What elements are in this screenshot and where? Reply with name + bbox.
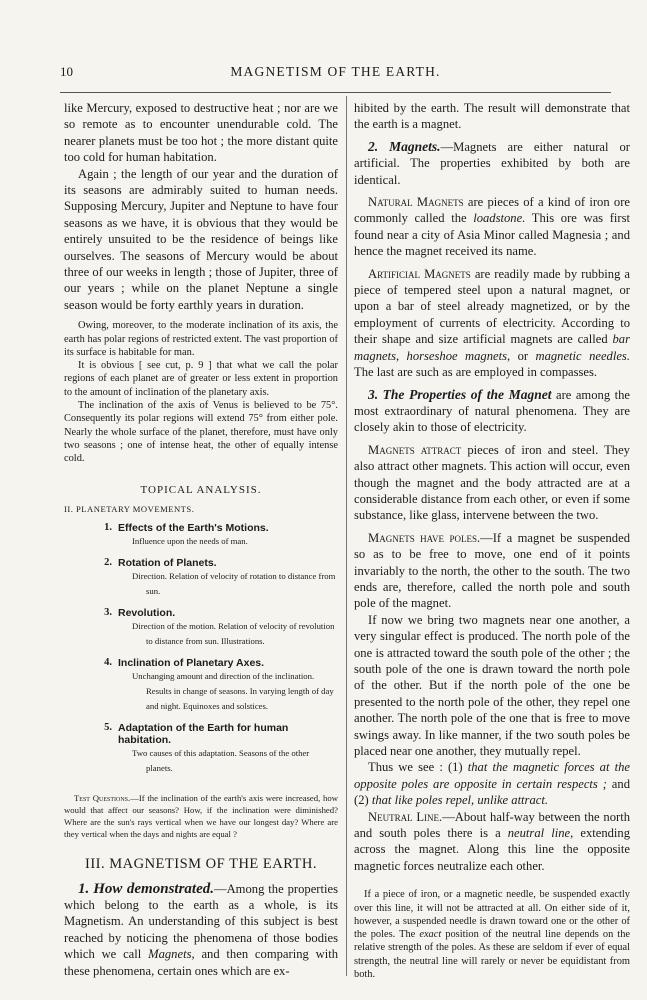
- topic-item: [64, 607, 338, 649]
- topic-heading: Inclination of Planetary Axes.: [118, 656, 265, 669]
- term-label: Magnets have poles.: [368, 530, 481, 545]
- page-number: 10: [60, 64, 73, 79]
- paragraph-text: If a piece of iron, or a magnetic needle, be suspended exactly over this line, it will not be attracted at all. On either side of it, however, a suspended needle is drawn toward one or the other of the poles. The: [354, 889, 630, 941]
- paragraph-text: pieces of iron and steel. They also attract other magnets. This action will occur, even though the magnet and the body attracted are at a considerable distance from each other, or even if some substance, like glass, intervene between the two.: [354, 442, 630, 523]
- paragraph: [354, 194, 630, 260]
- term-label: Neutral Line.: [368, 809, 443, 824]
- paragraph: Again ; the length of our year and the duration of its seasons are admirably suited to human needs. Supposing Mercury, Jupiter and Neptune to have four seasons as we have, it is obvious that they would be entirely unsuited to be the residence of beings like ourselves. The seasons of Mercury would be about three of our weeks in length ; those of Jupiter, three of our years ; while on the planet Neptune a single season would be forty earthly years in duration.: [64, 166, 338, 312]
- analysis-subtitle: II. PLANETARY MOVEMENTS.: [64, 503, 195, 514]
- topic-heading: Effects of the Earth's Motions.: [118, 521, 269, 534]
- analysis-title: TOPICAL ANALYSIS.: [140, 483, 262, 496]
- test-questions: [64, 792, 338, 840]
- paragraph: [354, 266, 630, 381]
- paragraph-text: position of the neutral line depends on the relative strength of the poles. As these are seldom if ever of equal strength, the neutral line will rarely or never be equidistant from both.: [354, 929, 630, 981]
- paragraph-text: and (2): [354, 776, 630, 808]
- term-label: Natural Magnets: [368, 195, 464, 210]
- section-heading: III. MAGNETISM OF THE EARTH.: [85, 855, 317, 872]
- emphasis: that the magnetic forces at the opposite poles are opposite in certain respects ;: [354, 760, 630, 791]
- paragraph-text: and then comparing with these phenomena, certain ones which are ex-: [64, 947, 338, 978]
- paragraph-text: —If a magnet be suspended so as to be free to move, one end of it points invariably to the north, the other to the south. The two ends are, therefore, called the north pole and south pole of the magnet.: [354, 530, 630, 611]
- small-paragraph: The inclination of the axis of Venus is believed to be 75°. Consequently its polar regions will extend 75° from either pole. Nearly the whole surface of the planet, therefore, must have only two seasons ; one of intense heat, the other of equally intense cold.: [64, 400, 338, 465]
- paragraph-text: or: [510, 348, 536, 363]
- emphasis: that like poles repel, unlike attract.: [371, 793, 548, 808]
- emphasis: loadstone.: [473, 211, 526, 226]
- paragraph: [354, 759, 630, 808]
- paragraph: like Mercury, exposed to destructive heat ; nor are we so remote as to encounter unendurable cold. The nearer planets must be too hot ; the more distant quite too cold for human habitation.: [64, 101, 338, 165]
- topic-number: 3.: [104, 606, 112, 618]
- topic-item: [64, 557, 338, 599]
- emphasis: magnetic needles.: [535, 348, 630, 363]
- small-paragraph: [354, 888, 630, 981]
- paragraph-text: —Among the properties which belong to the earth as a whole, is its Magnetism. An understanding of this subject is best reached by noticing the phenomena of those bodies which we call: [64, 881, 338, 962]
- emphasis: Magnets,: [148, 947, 195, 962]
- header-rule: [60, 92, 611, 93]
- paragraph-text: are pieces of a kind of iron ore commonly called the: [354, 195, 630, 226]
- paragraph-text: are among the most extraordinary of natural phenomena. They are closely akin to those of electricity.: [354, 387, 630, 435]
- subsection-number: 1.: [78, 880, 90, 897]
- paragraph: [354, 809, 630, 875]
- topic-item: [64, 657, 338, 714]
- emphasis: exact: [419, 929, 442, 941]
- paragraph-text: —Magnets are either natural or artificial. The properties exhibited by both are identical.: [354, 139, 630, 187]
- paragraph: [64, 881, 338, 979]
- paragraph-text: This ore was first found near a city of Asia Minor called Magnesia ; and hence the magnet received its name.: [354, 211, 630, 259]
- topic-number: 5.: [104, 721, 112, 733]
- emphasis: neutral line,: [507, 826, 574, 841]
- paragraph-text: —About half-way between the north and south poles there is a: [354, 809, 630, 841]
- topic-heading: Rotation of Planets.: [118, 556, 217, 569]
- topic-number: 2.: [104, 556, 112, 568]
- paragraph-text: Thus we see : (1): [368, 760, 468, 775]
- subsection-title: The Properties of the Magnet: [382, 386, 552, 402]
- subsection-title: How demonstrated.: [93, 880, 214, 897]
- page-header: [60, 62, 611, 86]
- paragraph: If now we bring two magnets near one another, a very singular effect is produced. The north pole of the one is attracted toward the south pole of the other ; the south pole of the one is drawn toward the north pole of the other. But if the north pole of the one be presented to the north pole of the other, they repel one another. The north pole of the one that is free to move swings away. In like manner, if the two south poles be placed near one another, they mutually repel.: [354, 612, 630, 759]
- topic-number: 1.: [104, 521, 112, 533]
- left-column: [64, 100, 338, 979]
- subsection-title: Magnets.: [389, 138, 441, 154]
- topic-list: [64, 522, 338, 776]
- paragraph: [354, 139, 630, 188]
- test-questions-text: —If the inclination of the earth's axis were increased, how would that affect our seasons? How, if the inclination were diminished? Where are the sun's rays vertical when we have our longest day? Where are they vertical when the days and nights are equal ?: [64, 792, 339, 839]
- paragraph-text: The last are such as are employed in compasses.: [354, 365, 598, 380]
- topic-description: Influence upon the needs of man.: [132, 535, 248, 546]
- paragraph-text: are readily made by rubbing a piece of tempered steel upon a natural magnet, or upon a bar of steel already magnetized, or by the employment of currents of electricity. According to their shape and size artificial magnets are called: [354, 266, 630, 347]
- paragraph: [354, 530, 630, 612]
- paragraph-text: extending across the magnet. Along this line the opposite magnetic forces neutralize each other.: [354, 826, 631, 873]
- small-paragraph: It is obvious [ see cut, p. 9 ] that what we call the polar regions of each planet are of greater or less extent in proportion to the amount of inclination of the planetary axis.: [64, 360, 338, 398]
- running-head: MAGNETISM OF THE EARTH.: [230, 64, 441, 79]
- test-questions-label: Test Questions.: [74, 792, 131, 803]
- term-label: Magnets attract: [368, 442, 462, 457]
- topic-number: 4.: [104, 656, 112, 668]
- paragraph: [354, 387, 630, 436]
- topic-heading: Revolution.: [118, 606, 176, 619]
- subsection-number: 3.: [368, 386, 379, 402]
- term-label: Artificial Magnets: [368, 266, 471, 281]
- paragraph: hibited by the earth. The result will demonstrate that the earth is a magnet.: [354, 101, 630, 132]
- subsection-number: 2.: [368, 138, 379, 154]
- topic-description: Two causes of this adaptation. Seasons of the other planets.: [132, 747, 310, 773]
- topic-item: [64, 522, 338, 549]
- paragraph: [354, 442, 630, 524]
- right-column: [354, 100, 630, 981]
- column-divider: [346, 96, 347, 976]
- topic-item: [64, 722, 338, 776]
- small-paragraph: Owing, moreover, to the moderate inclination of its axis, the earth has polar regions of restricted extent. The vast proportion of its surface is habitable for man.: [64, 320, 338, 358]
- topic-description: Direction. Relation of velocity of rotation to distance from sun.: [132, 570, 336, 596]
- topic-heading: Adaptation of the Earth for human habitation.: [118, 721, 289, 746]
- topic-description: Direction of the motion. Relation of velocity of revolution to distance from sun. Illustrations.: [132, 620, 335, 646]
- emphasis: bar magnets, horseshoe magnets,: [354, 332, 630, 363]
- topic-description: Unchanging amount and direction of the inclination. Results in change of seasons. In varying length of day and night. Equinoxes and solstices.: [132, 670, 334, 711]
